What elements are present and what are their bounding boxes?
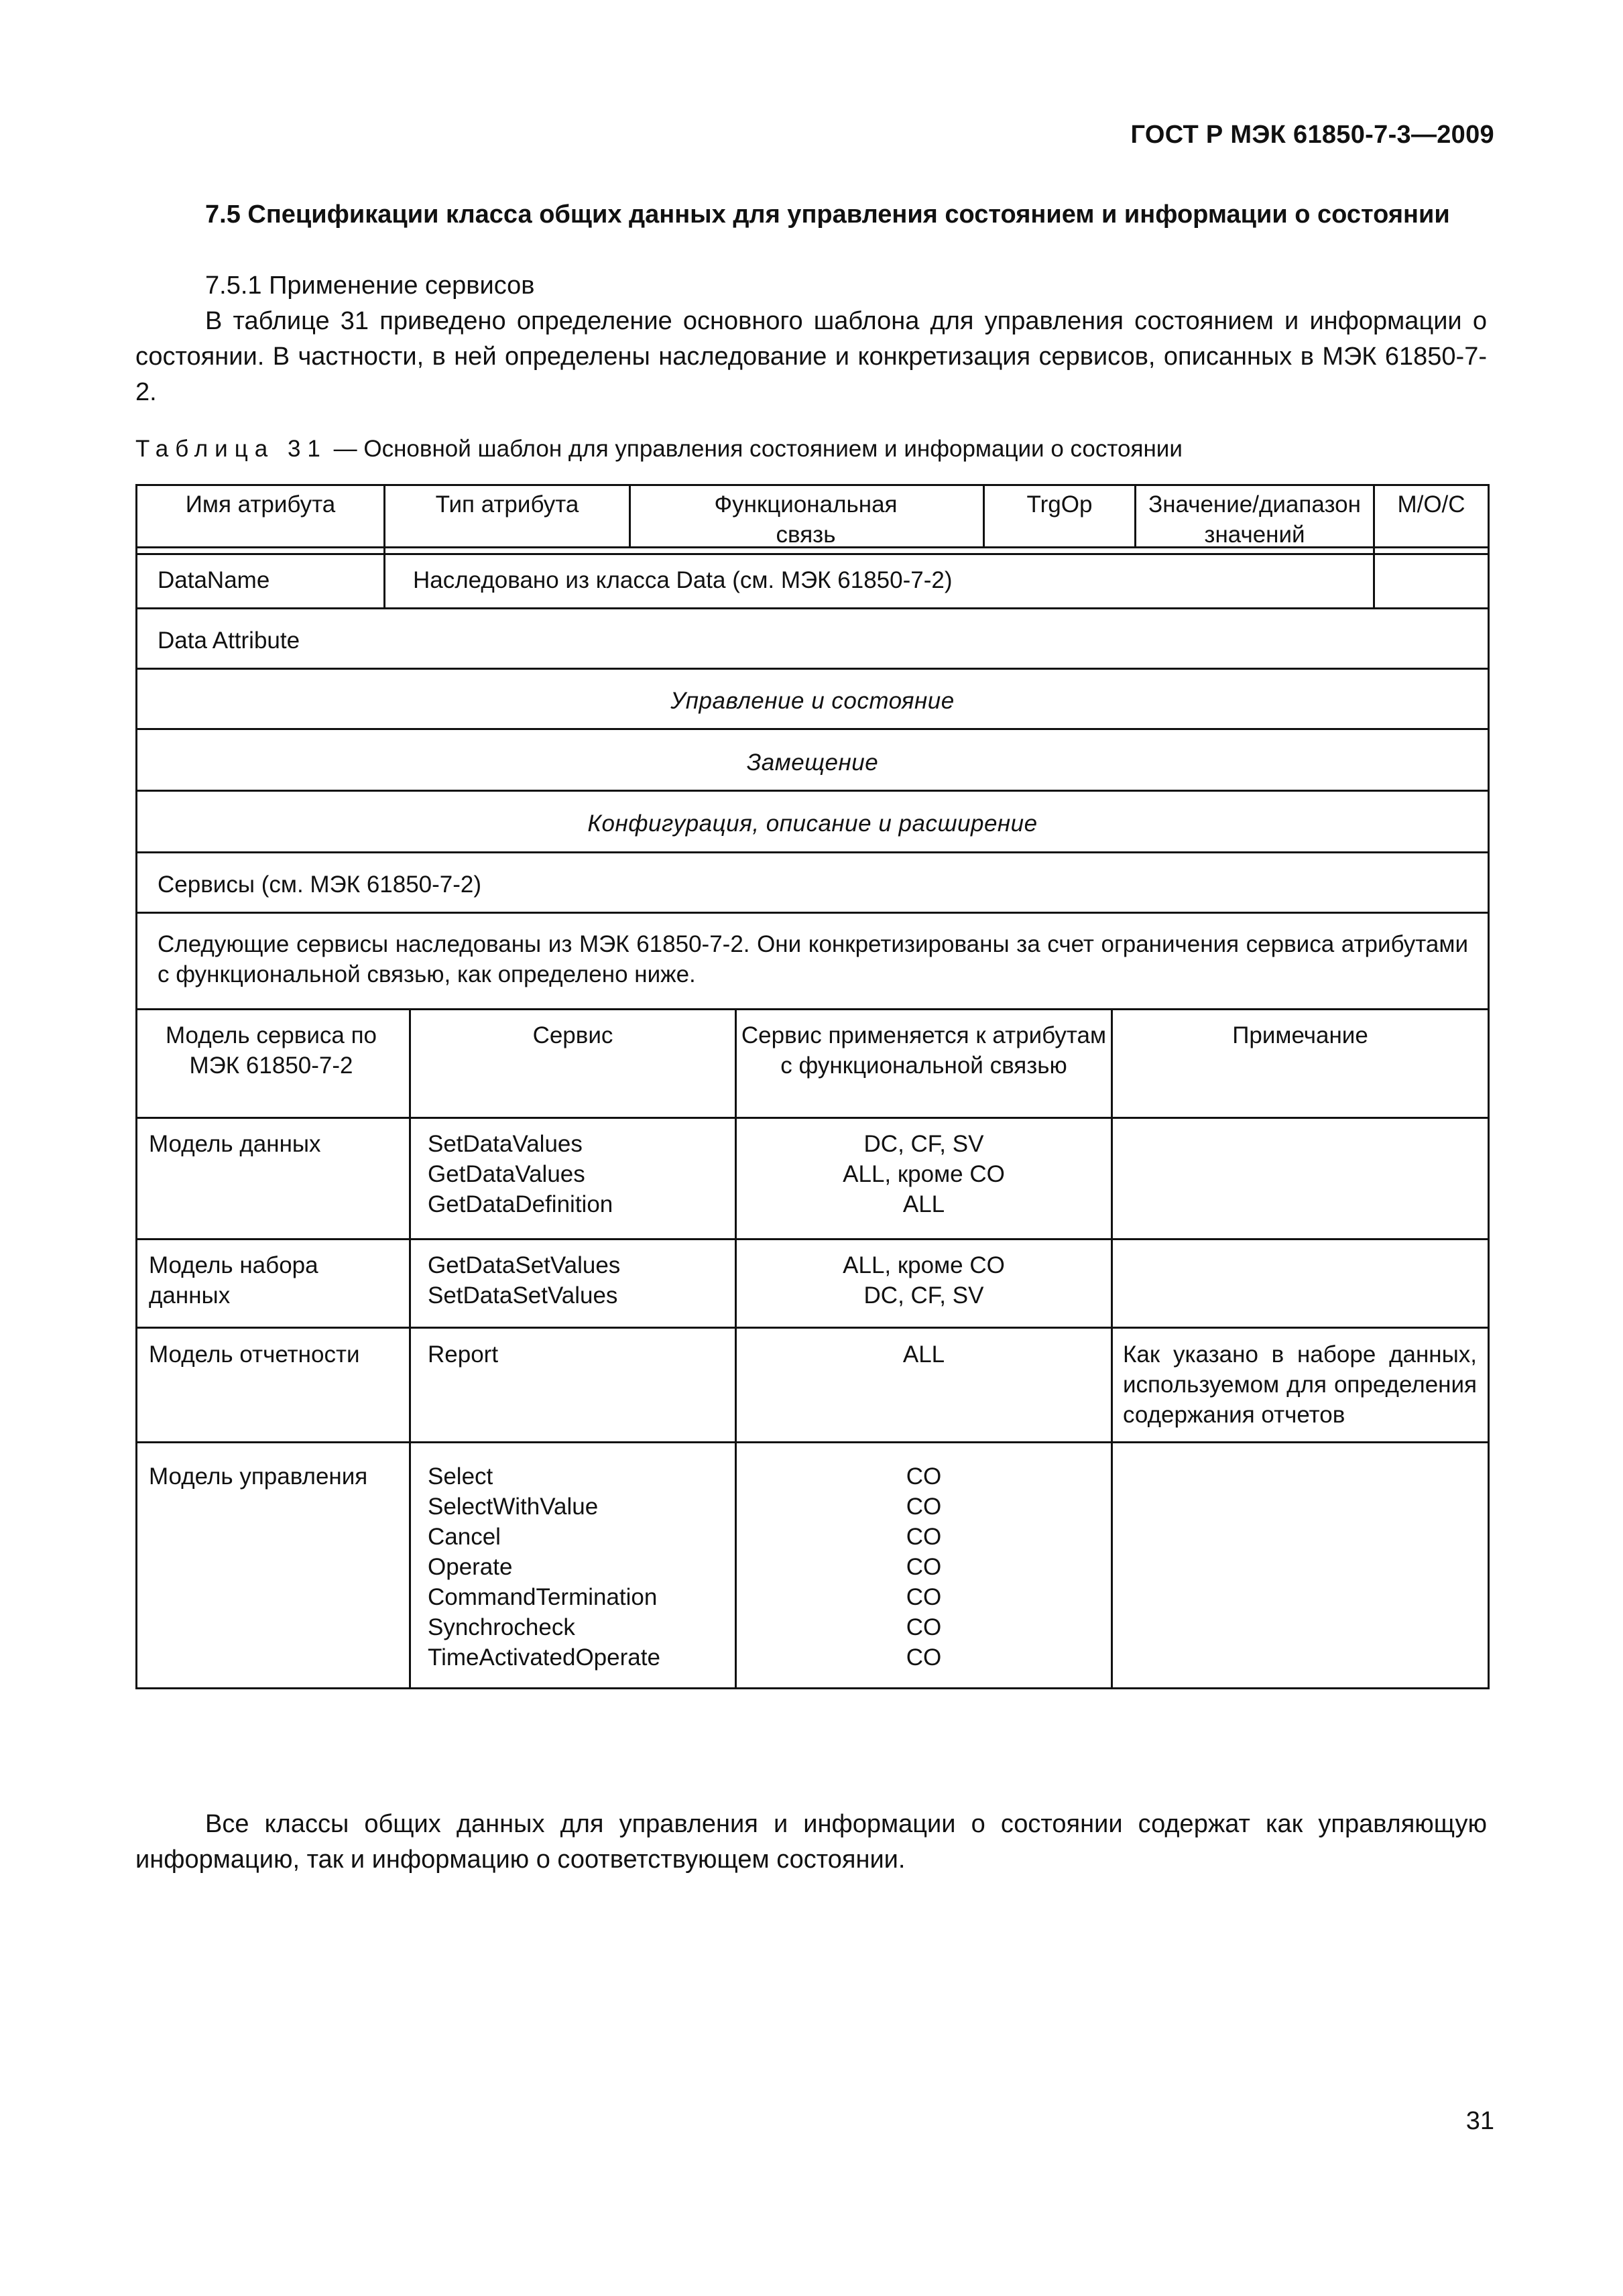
svc-list-item: Cancel	[428, 1524, 501, 1550]
rule-dataname	[135, 607, 1490, 609]
document-code: ГОСТ Р МЭК 61850-7-3—2009	[1130, 121, 1494, 149]
svc-list-item: GetDataSetValues	[428, 1252, 621, 1278]
group-substitution: Замещение	[746, 749, 879, 776]
table-caption-label: Таблица 31	[135, 436, 327, 462]
svc-fc-item: DC, CF, SV	[863, 1282, 984, 1309]
rule-bottom	[135, 1687, 1490, 1689]
col-header-fc: Функциональная связь	[714, 491, 898, 548]
subsection-heading: 7.5.1 Применение сервисов	[205, 271, 535, 300]
rule-header-b	[135, 553, 1490, 555]
svc-fc-item: DC, CF, SV	[863, 1131, 984, 1157]
svc-list-item: CommandTermination	[428, 1584, 658, 1610]
rule-left	[135, 484, 137, 1689]
svc-list-item: Report	[428, 1341, 499, 1368]
svc-model-data: Модель данных	[149, 1131, 321, 1157]
rule-service-row-2	[135, 1327, 1490, 1329]
svc-list-item: Select	[428, 1463, 493, 1490]
svc-list-item: Synchrocheck	[428, 1614, 575, 1640]
closing-paragraph: Все классы общих данных для управления и информации о состоянии содержат как управляющую информацию, так и информацию о соответствующем состоянии.	[135, 1810, 1487, 1874]
data-attribute-label: Data Attribute	[158, 627, 300, 654]
group-control-status: Управление и состояние	[670, 688, 955, 714]
services-label: Сервисы (см. МЭК 61850-7-2)	[158, 871, 482, 898]
svc-fc-item: ALL, кроме CO	[843, 1161, 1005, 1187]
rule-data-attribute	[135, 668, 1490, 670]
rule-service-row-3	[135, 1441, 1490, 1443]
rule-group-3	[135, 851, 1490, 853]
svc-fc-item: ALL	[902, 1191, 945, 1217]
svc-fc-item: CO	[906, 1494, 942, 1520]
svc-list-item: TimeActivatedOperate	[428, 1644, 660, 1671]
col-header-value: Значение/диапазон значений	[1148, 491, 1361, 548]
table-caption	[135, 436, 1183, 463]
svc-col-note: Примечание	[1232, 1022, 1368, 1048]
svc-fc-item: ALL, кроме CO	[843, 1252, 1005, 1278]
rule-service-header	[135, 1117, 1490, 1119]
group-configuration: Конфигурация, описание и расширение	[587, 810, 1038, 837]
svc-col-model: Модель сервиса по МЭК 61850-7-2	[165, 1022, 377, 1079]
rule-top	[135, 484, 1490, 486]
svc-list-item: SetDataValues	[428, 1131, 583, 1157]
svc-col-service: Сервис	[532, 1022, 613, 1048]
svc-list-item: SelectWithValue	[428, 1494, 599, 1520]
svc-note-reporting: Как указано в наборе данных, используемом для определения содержания отчетов	[1123, 1341, 1477, 1428]
svc-list-item: Operate	[428, 1554, 513, 1580]
rule-group-2	[135, 790, 1490, 792]
rule-svc-col-3	[1111, 1008, 1113, 1689]
svc-fc-item: CO	[906, 1644, 942, 1671]
dataname-label: DataName	[158, 567, 270, 593]
col-header-type: Тип атрибута	[435, 491, 579, 518]
section-heading: 7.5 Спецификации класса общих данных для управления состоянием и информации о состоянии	[205, 200, 1450, 229]
rule-service-row-1	[135, 1238, 1490, 1240]
svc-model-dataset: Модель набора данных	[149, 1252, 318, 1309]
intro-paragraph: В таблице 31 приведено определение основного шаблона для управления состоянием и информации о состоянии. В частности, в ней определены наследование и конкретизация сервисов, описанных в МЭК 61850-7-2.	[135, 307, 1487, 406]
table-caption-text: — Основной шаблон для управления состоянием и информации о состоянии	[326, 436, 1183, 462]
col-header-trgop: TrgOp	[1026, 491, 1093, 518]
page-number: 31	[1465, 2107, 1494, 2135]
svc-fc-item: ALL	[902, 1341, 945, 1368]
svc-list-item: GetDataDefinition	[428, 1191, 613, 1217]
rule-group-1	[135, 728, 1490, 730]
svc-model-reporting: Модель отчетности	[149, 1341, 360, 1368]
rule-services-label	[135, 912, 1490, 914]
svc-fc-item: CO	[906, 1584, 942, 1610]
rule-col-2	[629, 484, 631, 546]
services-note: Следующие сервисы наследованы из МЭК 61850-7-2. Они конкретизированы за счет ограничения сервиса атрибутами с функциональной связью, как определено ниже.	[158, 931, 1468, 987]
svc-fc-item: CO	[906, 1463, 942, 1490]
rule-right	[1488, 484, 1490, 1689]
svc-fc-item: CO	[906, 1554, 942, 1580]
rule-services-note	[135, 1008, 1490, 1010]
svc-model-control: Модель управления	[149, 1463, 368, 1490]
svc-list-item: GetDataValues	[428, 1161, 585, 1187]
col-header-moc: M/O/C	[1397, 491, 1465, 518]
svc-list-item: SetDataSetValues	[428, 1282, 618, 1309]
col-header-name: Имя атрибута	[185, 491, 336, 518]
rule-svc-col-1	[409, 1008, 411, 1689]
svc-fc-item: CO	[906, 1614, 942, 1640]
svc-col-fc: Сервис применяется к атрибутам с функциональной связью	[741, 1022, 1107, 1079]
attribute-table	[135, 484, 1490, 1689]
dataname-type: Наследовано из класса Data (см. МЭК 61850-7-2)	[413, 567, 953, 593]
svc-fc-item: CO	[906, 1524, 942, 1550]
